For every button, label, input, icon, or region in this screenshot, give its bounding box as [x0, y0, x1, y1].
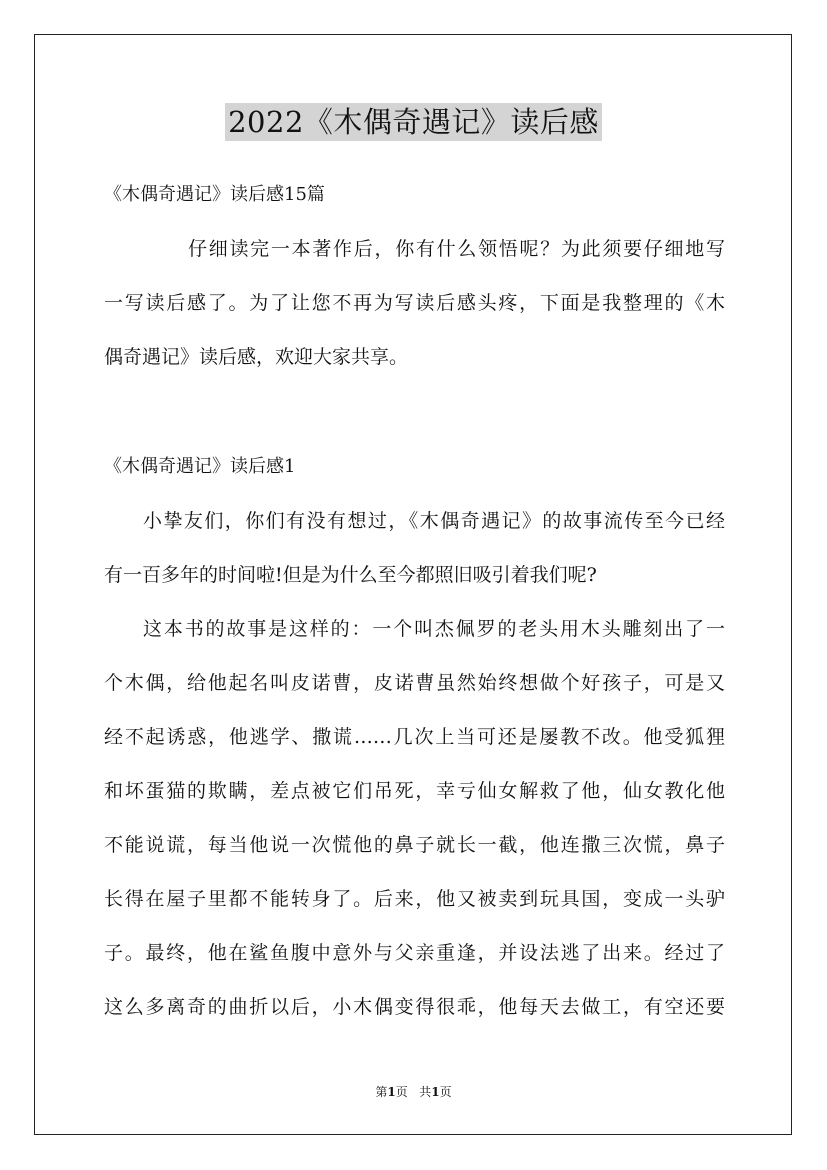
document-title-block	[0, 100, 827, 141]
footer-page-suffix: 页	[395, 1085, 408, 1099]
body-line: 这么多离奇的曲折以后，小木偶变得很乖，他每天去做工，有空还要	[104, 996, 725, 1018]
body-line: 小挚友们，你们有没有想过，《木偶奇遇记》的故事流传至今已经	[143, 510, 725, 532]
footer-total-number: 1	[431, 1085, 440, 1099]
body-line: 有一百多年的时间啦!但是为什么至今都照旧吸引着我们呢?	[104, 564, 597, 586]
intro-line: 偶奇遇记》读后感，欢迎大家共享。	[104, 346, 409, 368]
page-footer	[0, 1083, 827, 1100]
document-subtitle: 《木偶奇遇记》读后感15篇	[104, 184, 325, 205]
intro-line: 一写读后感了。为了让您不再为写读后感头疼，下面是我整理的《木	[104, 292, 725, 314]
footer-page-prefix: 第	[375, 1085, 388, 1099]
body-line: 这本书的故事是这样的：一个叫杰佩罗的老头用木头雕刻出了一	[143, 618, 725, 640]
body-line: 经不起诱惑，他逃学、撒谎……几次上当可还是屡教不改。他受狐狸	[104, 726, 725, 748]
body-line: 长得在屋子里都不能转身了。后来，他又被卖到玩具国，变成一头驴	[104, 888, 725, 910]
body-line: 子。最终，他在鲨鱼腹中意外与父亲重逢，并设法逃了出来。经过了	[104, 942, 725, 964]
footer-total-prefix: 共	[419, 1085, 432, 1099]
body-line: 不能说谎，每当他说一次慌他的鼻子就长一截，他连撒三次慌，鼻子	[104, 834, 725, 856]
body-line: 个木偶，给他起名叫皮诺曹，皮诺曹虽然始终想做个好孩子，可是又	[104, 672, 725, 694]
document-title: 2022《木偶奇遇记》读后感	[225, 103, 602, 141]
footer-total-suffix: 页	[439, 1085, 452, 1099]
intro-line: 仔细读完一本著作后，你有什么领悟呢？为此须要仔细地写	[188, 238, 725, 260]
body-line: 和坏蛋猫的欺瞒，差点被它们吊死，幸亏仙女解救了他，仙女教化他	[104, 780, 725, 802]
footer-page-number: 1	[387, 1085, 396, 1099]
section-heading: 《木偶奇遇记》读后感1	[104, 456, 296, 477]
